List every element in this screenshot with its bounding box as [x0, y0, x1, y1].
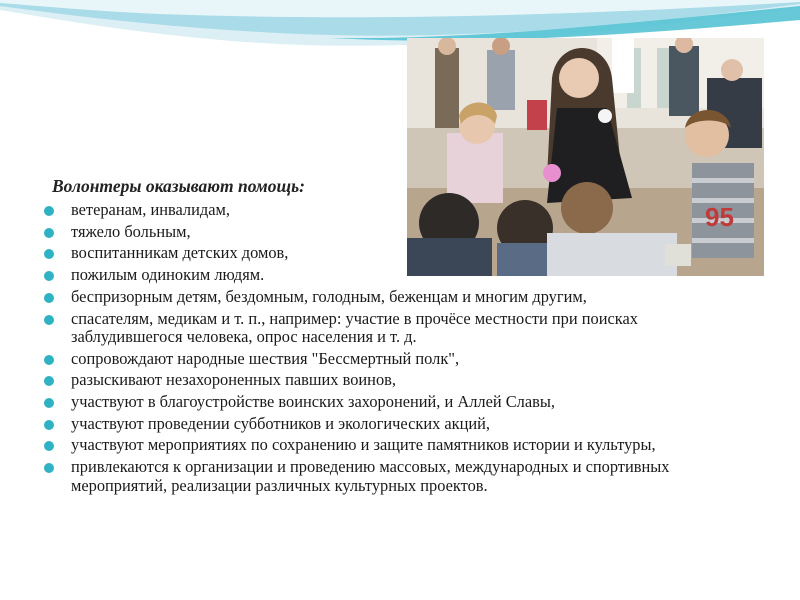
list-item	[44, 201, 724, 219]
bullet-icon	[44, 206, 54, 216]
list-item	[44, 310, 724, 347]
shirt-number: 95	[705, 202, 734, 232]
list-item	[44, 393, 724, 411]
list-item	[44, 288, 724, 306]
list-item	[44, 223, 724, 241]
bullet-icon	[44, 271, 54, 281]
list-item-text: тяжело больным,	[71, 221, 191, 241]
list-item-text: спасателям, медикам и т. п., например: участие в прочёсе местности при поисках заблудившегося человека, опрос населения и т. д.	[71, 308, 638, 346]
list-item-text: пожилым одиноким людям.	[71, 265, 265, 285]
list-item-text: разыскивают незахороненных павших воинов,	[71, 370, 396, 390]
list-item-text: беспризорным детям, бездомным, голодным, беженцам и многим другим,	[71, 286, 587, 306]
slide-heading: Волонтеры оказывают помощь:	[52, 176, 305, 196]
bullet-icon	[44, 376, 54, 386]
bullet-icon	[44, 441, 54, 451]
list-item	[44, 244, 724, 262]
list-item-text: участвуют проведении субботников и экологических акций,	[71, 413, 491, 433]
list-item	[44, 415, 724, 433]
bullet-icon	[44, 315, 54, 325]
bullet-icon	[44, 293, 54, 303]
bullet-icon	[44, 420, 54, 430]
bullet-icon	[44, 463, 54, 473]
bullet-icon	[44, 228, 54, 238]
list-item-text: ветеранам, инвалидам,	[71, 200, 230, 219]
list-item	[44, 350, 724, 368]
bullet-icon	[44, 355, 54, 365]
list-item	[44, 266, 724, 284]
help-list	[44, 201, 724, 498]
list-item	[44, 371, 724, 389]
bullet-icon	[44, 249, 54, 259]
list-item-text: сопровождают народные шествия "Бессмертный полк",	[71, 348, 460, 368]
list-item-text: участвуют мероприятиях по сохранению и защите памятников истории и культуры,	[71, 435, 656, 455]
list-item-text: привлекаются к организации и проведению массовых, международных и спортивных мероприятий, реализации различных культурных проектов.	[71, 457, 670, 495]
list-item	[44, 436, 724, 454]
list-item	[44, 458, 724, 495]
list-item-text: воспитанникам детских домов,	[71, 243, 289, 263]
list-item-text: участвуют в благоустройстве воинских захоронений, и Аллей Славы,	[71, 392, 555, 412]
bullet-icon	[44, 398, 54, 408]
